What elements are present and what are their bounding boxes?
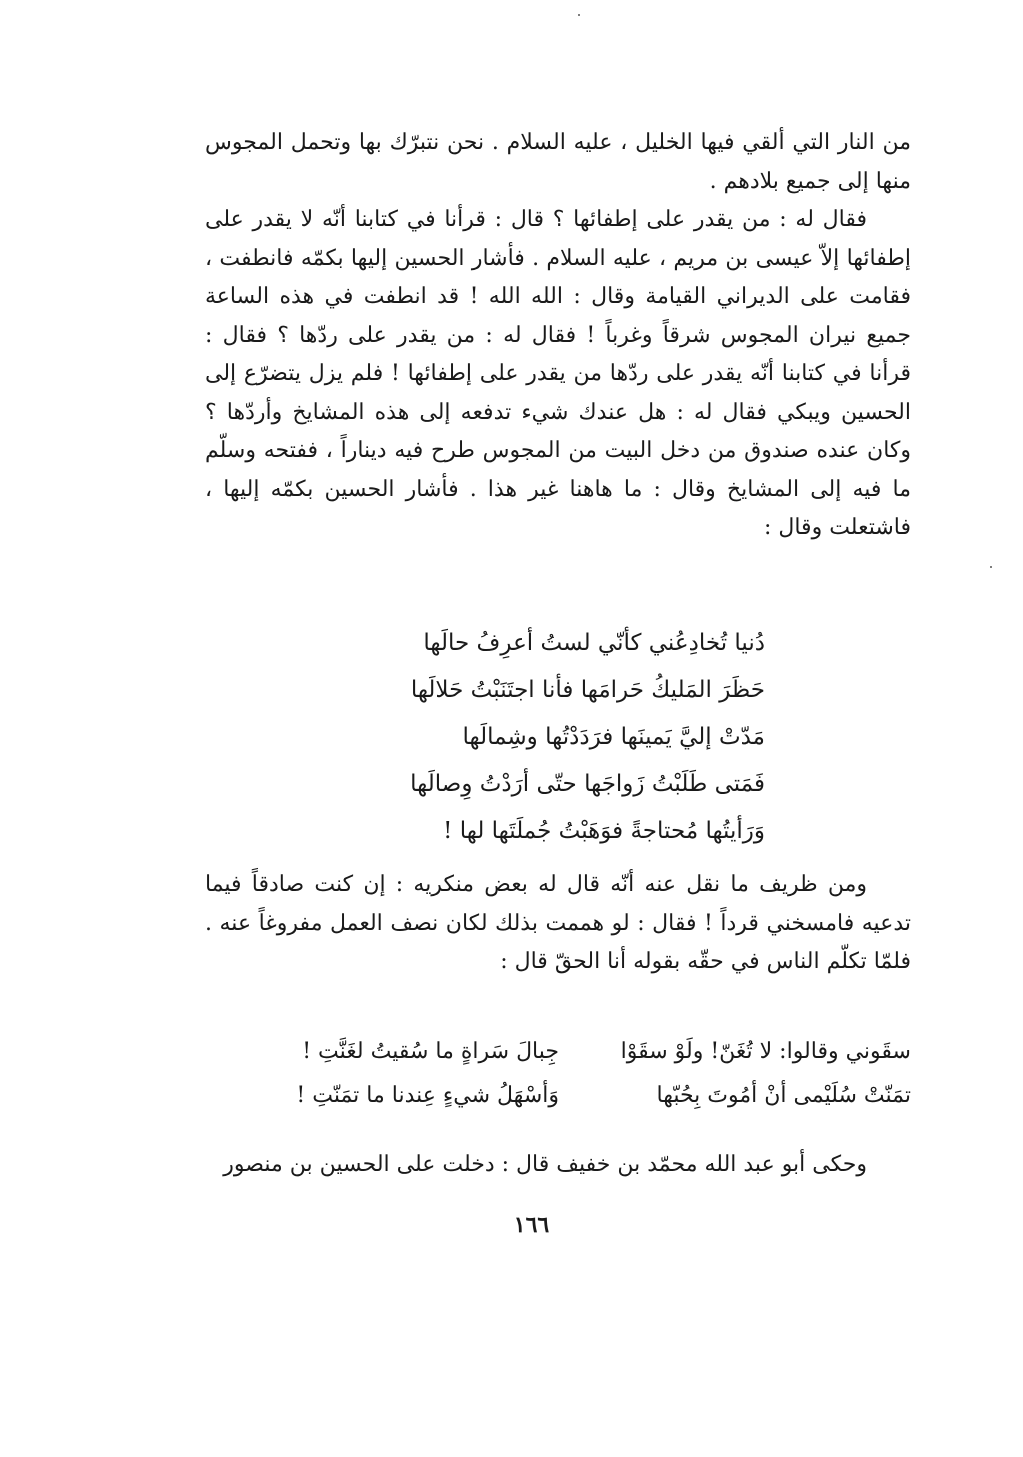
poem-verse: فَمَتى طَلَبْتُ زَواجَها حتّى أرَدْتُ وِصالَها [410,771,765,797]
prose-block-bottom [205,1146,911,1185]
prose-block-top [205,124,911,548]
scan-speck [990,566,992,568]
poem-hemistich: جِبالَ سَراةٍ ما سُقيتُ لغَنَّتِ ! [302,1039,559,1064]
poem-verse: وَرَأيتُها مُحتاجةً فوَهَبْتُ جُملَتَها لها ! [443,818,765,844]
paragraph: ومن ظريف ما نقل عنه أنّه قال له بعض منكريه : إن كنت صادقاً فيما تدعيه فامسخني قرداً ! فقال : لو هممت بذلك لكان نصف العمل مفروغاً عنه . فلمّا تكلّم الناس في حقّه بقوله أنا الحقّ قال : [205,872,911,974]
poem-verse: حَظَرَ المَليكُ حَرامَها فأنا اجتَنَبْتُ حَلالَها [410,677,765,703]
paragraph: وحكى أبو عبد الله محمّد بن خفيف قال : دخلت على الحسين بن منصور [223,1152,867,1177]
poem-hemistich: وَأسْهَلُ شيءٍ عِندنا ما تمَنّتِ ! [296,1083,559,1108]
poem-couplet [205,1030,911,1074]
paragraph: فقال له : من يقدر على إطفائها ؟ قال : قرأنا في كتابنا أنّه لا يقدر على إطفائها إلاّ عيسى بن مريم ، عليه السلام . فأشار الحسين إليها بكمّه فانطفت ، فقامت على الديراني القيامة وقال : الله الله ! قد انطفت في هذه الساعة جميع نيران المجوس شرقاً وغرباً ! فقال له : من يقدر على ردّها ؟ فقال : قرأنا في كتابنا أنّه يقدر على ردّها من يقدر على إطفائها ! فلم يزل يتضرّع إلى الحسين ويبكي فقال له : هل عندك شيء تدفعه إلى هذه المشايخ وأردّها ؟ وكان عنده صندوق من دخل البيت من المجوس طرح فيه ديناراً ، ففتحه وسلّم ما فيه إلى المشايخ وقال : ما هاهنا غير هذا . فأشار الحسين بكمّه إليها ، فاشتعلت وقال : [205,207,911,540]
scan-speck [578,14,580,16]
poem-hemistich: سقَوني وقالوا: لا تُغَنّ! ولَوْ سقَوْا [620,1039,911,1064]
paragraph: من النار التي ألقي فيها الخليل ، عليه السلام . نحن نتبرّك بها وتحمل المجوس منها إلى جميع بلادهم . [205,130,911,194]
page-number: ١٦٦ [513,1212,550,1238]
prose-block-middle [205,866,911,982]
poem-verse: مَدّتْ إليَّ يَمينَها فرَدَدْتُها وشِمالَها [462,724,765,750]
poem-couplet [205,1074,911,1118]
poem-couplets [205,1030,911,1118]
poem-stanza [345,620,765,855]
poem-verse: دُنيا تُخادِعُني كأنّي لستُ أعرِفُ حالَها [423,630,765,656]
poem-hemistich: تمَنّتْ سُلَيْمى أنْ أمُوتَ بِحُبّها [656,1083,911,1108]
